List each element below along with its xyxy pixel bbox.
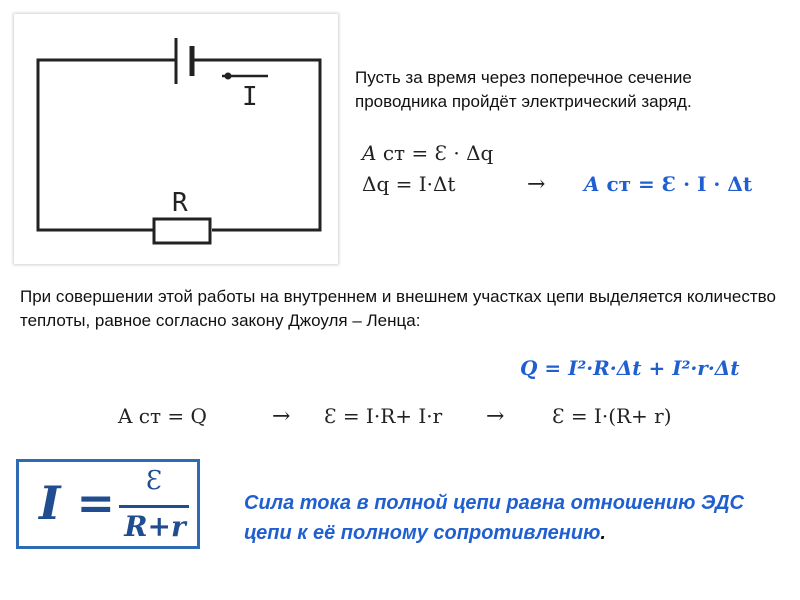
conclusion-body: Сила тока в полной цепи равна отношению ЭДС цепи к её полному сопротивлению — [244, 492, 744, 544]
work-formula — [362, 141, 493, 165]
joule-lenz-text: При совершении этой работы на внутреннем и внешнем участках цепи выделяется количество теплоты, равное согласно закону Джоуля – Ленца: — [20, 287, 776, 330]
circuit-wire-left — [38, 60, 176, 230]
arrow-2: → — [272, 404, 291, 429]
charge-formula: Δq = I·Δt — [362, 172, 456, 196]
ohm-law-numerator: Ɛ — [145, 466, 163, 496]
equation-part-1: A ст = Q — [118, 404, 207, 428]
equation-part-3: Ɛ = I·(R+ r) — [552, 404, 672, 428]
arrow-1: → — [527, 172, 546, 197]
fraction-bar — [119, 505, 189, 508]
circuit-schematic — [14, 14, 338, 264]
heat-formula: Q = I²·R·Δt + I²·r·Δt — [520, 356, 740, 380]
work-result-sub: ст — [606, 172, 632, 196]
resistor — [154, 219, 210, 243]
ohm-law-box — [16, 459, 200, 549]
work-result-rhs: = Ɛ · I · Δt — [638, 172, 753, 196]
work-result-lhs: A — [584, 172, 600, 196]
current-label: I — [242, 82, 258, 112]
ohm-law-denominator: R+r — [124, 510, 186, 543]
current-arrow-dot — [225, 73, 232, 80]
work-result-formula — [584, 172, 752, 196]
arrow-3: → — [486, 404, 505, 429]
intro-text: Пусть за время через поперечное сечение проводника пройдёт электрический заряд. — [355, 68, 692, 111]
work-formula-lhs: A — [362, 141, 377, 165]
circuit-diagram — [14, 14, 338, 264]
conclusion-text — [244, 488, 764, 548]
work-formula-rhs: = Ɛ · Δq — [411, 141, 494, 165]
work-formula-sub: ст — [382, 141, 406, 165]
ohm-law-lhs: I = — [39, 476, 116, 530]
conclusion-period: . — [600, 522, 606, 544]
equation-part-2: Ɛ = I·R+ I·r — [324, 404, 443, 428]
resistor-label: R — [172, 188, 188, 218]
